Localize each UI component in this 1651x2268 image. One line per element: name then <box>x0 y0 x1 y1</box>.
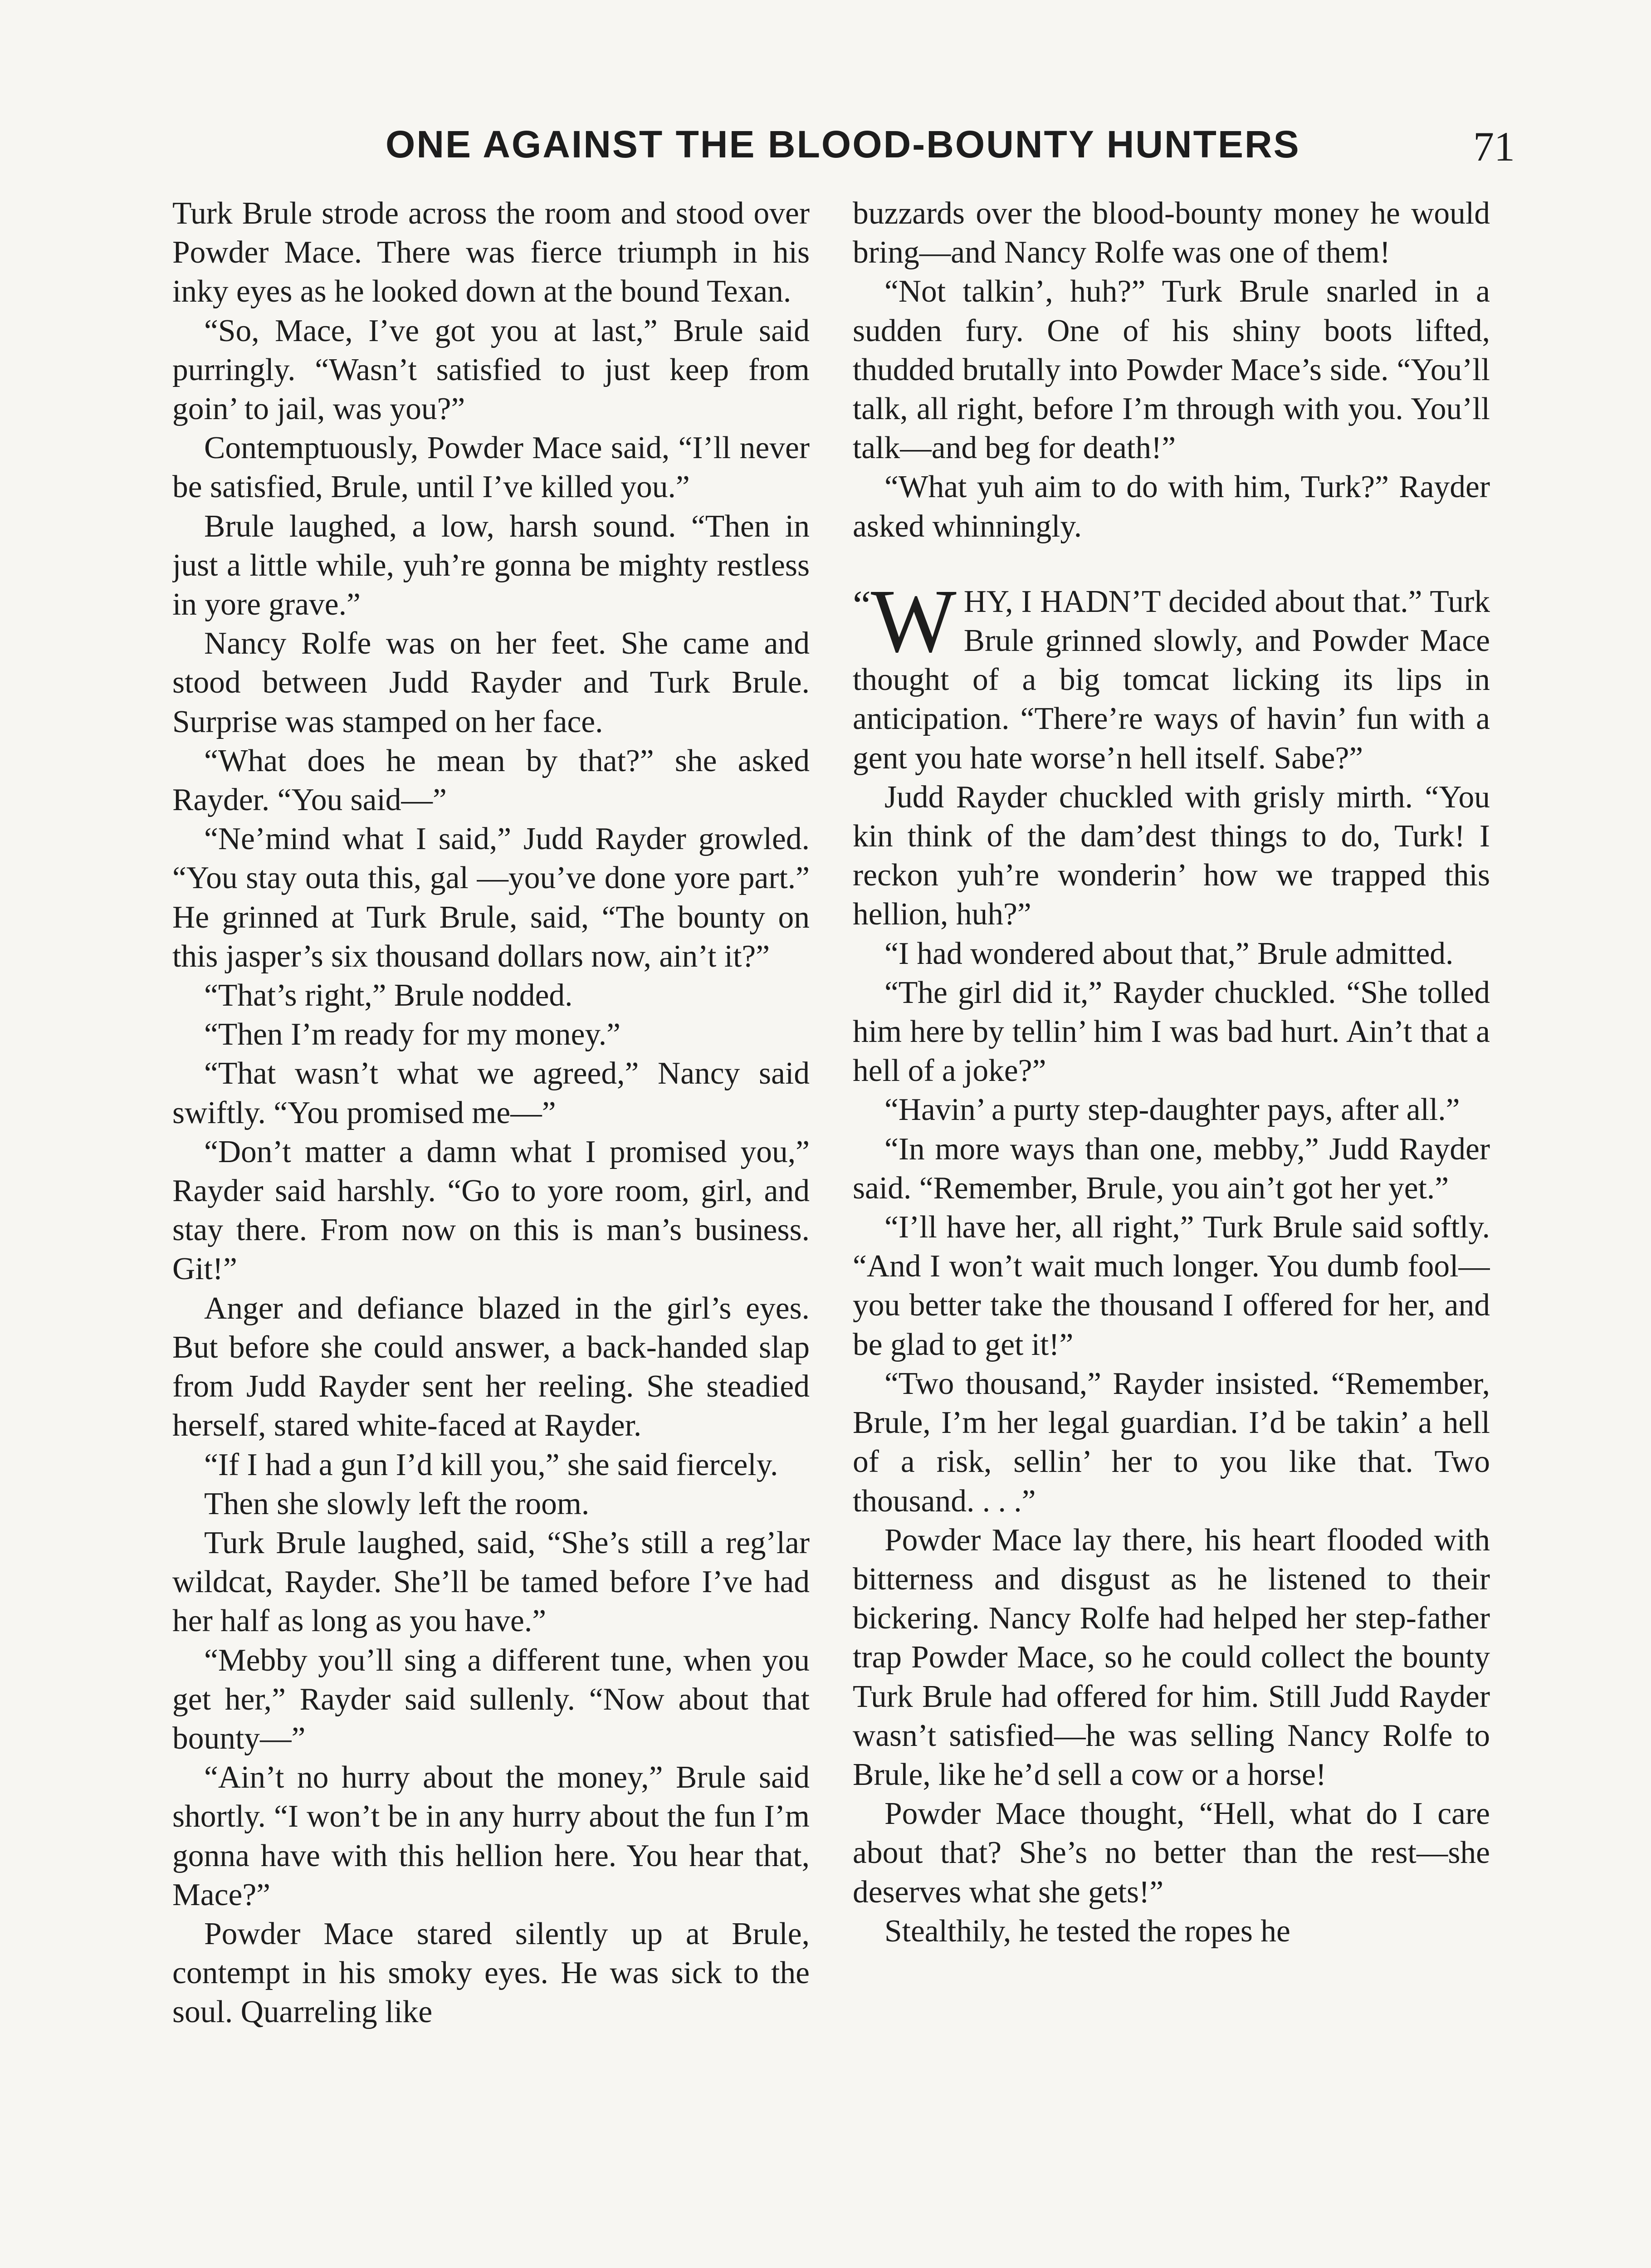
paragraph: “Don’t matter a damn what I promised you,” Rayder said harshly. “Go to yore room, girl, and stay there. From now on this is man’s business. Git!” <box>172 1134 810 1287</box>
paragraph: “Two thousand,” Rayder insisted. “Remember, Brule, I’m her legal guardian. I’d be takin’ a hell of a risk, sellin’ her to you like that. Two thousand. . . .” <box>853 1366 1490 1519</box>
paragraph: “What does he mean by that?” she asked Rayder. “You said—” <box>172 743 810 818</box>
paragraph: Powder Mace lay there, his heart flooded with bitterness and disgust as he listened to their bickering. Nancy Rolfe had helped her step-father trap Powder Mace, so he could collect the bounty Turk Brule had offered for him. Still Judd Rayder wasn’t satisfied—he was selling Nancy Rolfe to Brule, like he’d sell a cow or a horse! <box>853 1522 1490 1792</box>
paragraph: “If I had a gun I’d kill you,” she said fiercely. <box>204 1447 778 1482</box>
paragraph: “Ne’mind what I said,” Judd Rayder growled. “You stay outa this, gal —you’ve done yore part.” He grinned at Turk Brule, said, “The bounty on this jasper’s six thousand dollars now, ain’t it?” <box>172 821 810 974</box>
paragraph: Powder Mace thought, “Hell, what do I care about that? She’s no better than the rest—she deserves what she gets!” <box>853 1796 1490 1910</box>
left-column <box>172 194 810 2268</box>
paragraph: buzzards over the blood-bounty money he would bring—and Nancy Rolfe was one of them! <box>853 196 1490 270</box>
paragraph: “Not talkin’, huh?” Turk Brule snarled in a sudden fury. One of his shiny boots lifted, thudded brutally into Powder Mace’s side. “You’ll talk, all right, before I’m through with you. You’ll talk—and beg for death!” <box>853 274 1490 466</box>
paragraph: “Havin’ a purty step-daughter pays, after all.” <box>884 1092 1460 1128</box>
right-column <box>853 194 1490 2268</box>
page-header <box>172 122 1515 186</box>
paragraph: Brule laughed, a low, harsh sound. “Then in just a little while, yuh’re gonna be mighty restless in yore grave.” <box>172 508 810 622</box>
paragraph: Stealthily, he tested the ropes he <box>884 1913 1290 1949</box>
paragraph: Turk Brule laughed, said, “She’s still a reg’lar wildcat, Rayder. She’ll be tamed before I’ve had her half as long as you have.” <box>172 1525 810 1639</box>
drop-cap-quote: “ <box>853 582 871 628</box>
paragraph: Judd Rayder chuckled with grisly mirth. “You kin think of the dam’dest things to do, Turk! I reckon yuh’re wonderin’ how we trapped this hellion, huh?” <box>853 779 1490 932</box>
paragraph: “Mebby you’ll sing a different tune, when you get her,” Rayder said sullenly. “Now about that bounty—” <box>172 1642 810 1756</box>
dropcap-text: HY, I HADN’T decided about that.” Turk Brule grinned slowly, and Powder Mace thought of a big tomcat licking its lips in anticipation. “There’re ways of havin’ fun with a gent you hate worse’n hell itself. Sabe?” <box>853 584 1490 776</box>
paragraph: “So, Mace, I’ve got you at last,” Brule said purringly. “Wasn’t satisfied to just keep from goin’ to jail, was you?” <box>172 313 810 427</box>
paragraph: Powder Mace stared silently up at Brule, contempt in his smoky eyes. He was sick to the soul. Quarreling like <box>172 1916 810 2030</box>
running-title: ONE AGAINST THE BLOOD-BOUNTY HUNTERS <box>386 123 1300 166</box>
paragraph: Nancy Rolfe was on her feet. She came and stood between Judd Rayder and Turk Brule. Surprise was stamped on her face. <box>172 626 810 739</box>
paragraph: “What yuh aim to do with him, Turk?” Rayder asked whinningly. <box>853 469 1490 544</box>
paragraph: “I had wondered about that,” Brule admitted. <box>884 936 1454 971</box>
paragraph: “Ain’t no hurry about the money,” Brule said shortly. “I won’t be in any hurry about the fun I’m gonna have with this hellion here. You hear that, Mace?” <box>172 1760 810 1912</box>
story-columns <box>172 194 1515 2268</box>
paragraph: “I’ll have her, all right,” Turk Brule said softly. “And I won’t wait much longer. You dumb fool—you better take the thousand I offered for her, and be glad to get it!” <box>853 1210 1490 1362</box>
paragraph: Contemptuously, Powder Mace said, “I’ll never be satisfied, Brule, until I’ve killed you.” <box>172 430 810 505</box>
paragraph: “Then I’m ready for my money.” <box>204 1017 620 1052</box>
paragraph: “That wasn’t what we agreed,” Nancy said swiftly. “You promised me—” <box>172 1056 810 1130</box>
paragraph: Anger and defiance blazed in the girl’s eyes. But before she could answer, a back-handed slap from Judd Rayder sent her reeling. She steadied herself, stared white-faced at Rayder. <box>172 1290 810 1443</box>
paragraph: “That’s right,” Brule nodded. <box>204 978 573 1013</box>
drop-cap <box>853 571 957 671</box>
paragraph: Turk Brule strode across the room and stood over Powder Mace. There was fierce triumph in his inky eyes as he looked down at the bound Texan. <box>172 196 810 309</box>
drop-cap-letter: W <box>870 571 957 671</box>
page-number: 71 <box>1473 123 1515 170</box>
paragraph: “In more ways than one, mebby,” Judd Rayder said. “Remember, Brule, you ain’t got her yet.” <box>853 1131 1490 1206</box>
dropcap-paragraph <box>853 571 1490 778</box>
paragraph: Then she slowly left the room. <box>204 1486 590 1521</box>
paragraph: “The girl did it,” Rayder chuckled. “She tolled him here by tellin’ him I was bad hurt. Ain’t that a hell of a joke?” <box>853 975 1490 1089</box>
